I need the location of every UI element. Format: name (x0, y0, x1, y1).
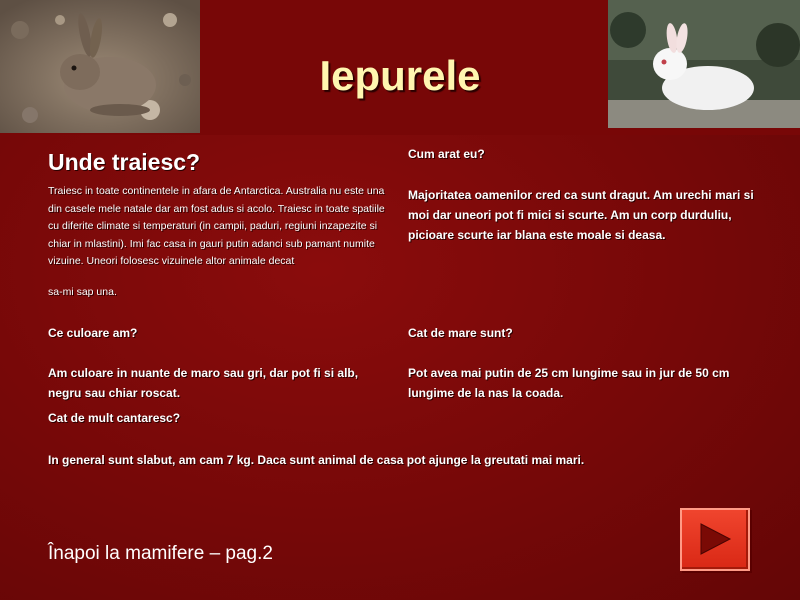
play-triangle-icon (698, 522, 732, 556)
looks-heading: Cum arat eu? (408, 147, 485, 161)
habitat-text: Traiesc in toate continentele in afara de Antarctica. Australia nu este una din casele mele natale dar am fost adus si acolo. Traiesc in toate spatiile cu diferite climate si temperaturi (in campii, paduri, regiuni inzapezite si chiar in mlastini). Imi fac casa in gauri putin adanci sub pamant numite vizuine. Uneori folosesc vizuinele altor animale decat (48, 185, 385, 267)
color-text: Am culoare in nuante de maro sau gri, dar pot fi si alb, negru sau chiar roscat. (48, 366, 359, 400)
habitat-heading: Unde traiesc? (48, 149, 201, 175)
next-slide-button[interactable] (680, 508, 750, 571)
back-to-mammals-link[interactable]: Înapoi la mamifere – pag.2 (48, 543, 273, 564)
color-heading: Ce culoare am? (48, 326, 138, 340)
size-heading: Cat de mare sunt? (408, 326, 513, 340)
slide-title: Iepurele (319, 52, 481, 99)
weight-text: In general sunt slabut, am cam 7 kg. Daca sunt animal de casa pot ajunge la greutati mai mari. (48, 453, 585, 467)
size-text: Pot avea mai putin de 25 cm lungime sau in jur de 50 cm lungime de la nas la coada. (408, 366, 730, 400)
looks-text: Majoritatea oamenilor cred ca sunt dragut. Am urechi mari si moi dar uneori pot fi mici si scurte. Am un corp durduliu, picioare scurte iar blana este moale si deasa. (408, 188, 754, 242)
habitat-text-end: sa-mi sap una. (48, 286, 117, 298)
weight-heading: Cat de mult cantaresc? (48, 411, 181, 425)
